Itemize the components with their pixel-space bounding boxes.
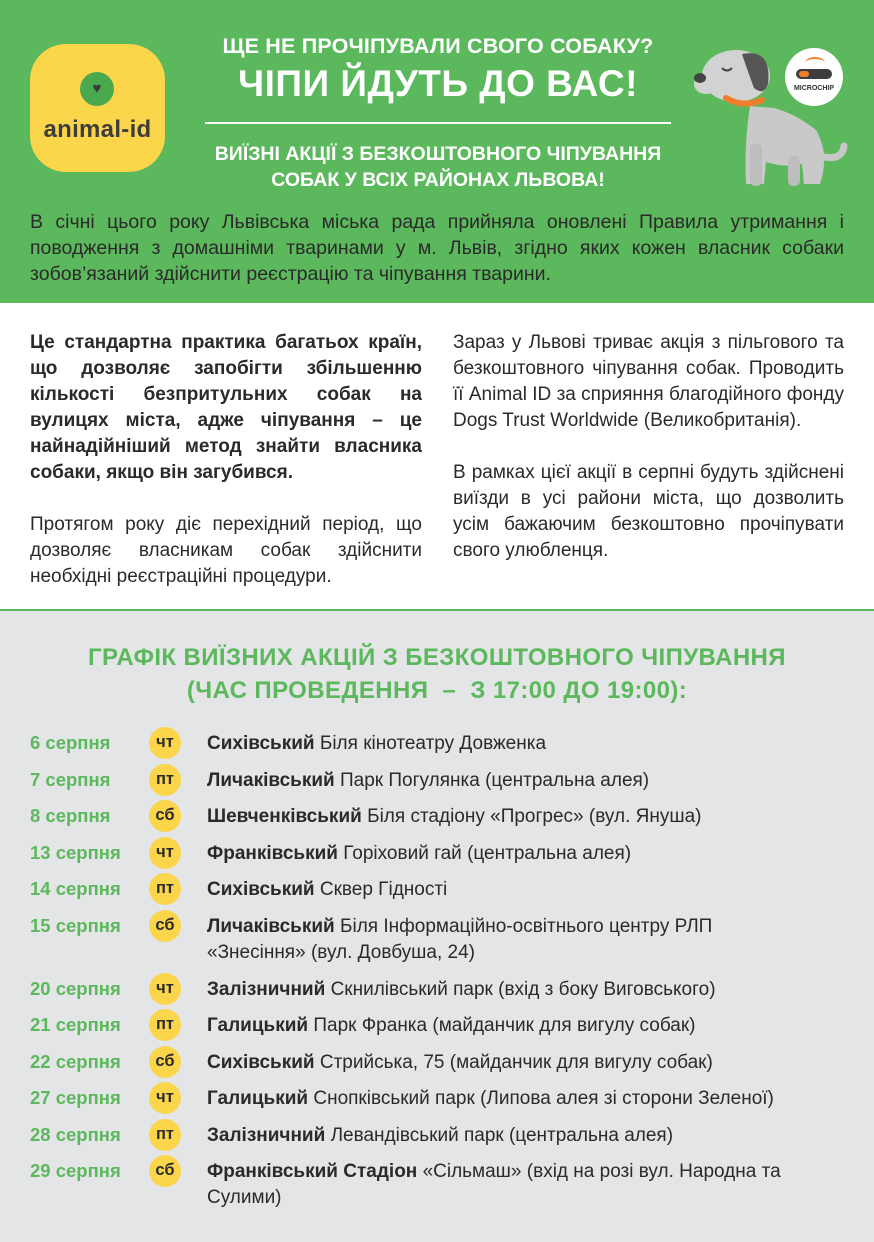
schedule-row [0,1011,874,1048]
right-column [453,330,844,564]
row-date: 21 серпня [30,1014,121,1035]
logo-dot-icon [80,72,114,106]
microchip-badge [785,48,843,106]
schedule-list [0,729,874,1220]
row-date: 28 серпня [30,1123,121,1145]
row-location [207,977,847,1003]
row-location [207,914,727,966]
row-date: 6 серпня [30,732,111,753]
row-location [207,804,847,830]
row-place: Стрийська, 75 (майданчик для вигулу собак) [319,1051,713,1073]
row-place: Біля стадіону «Прогрес» (вул. Януша) [367,806,702,827]
row-district: Залізничний [207,978,326,1000]
schedule-row [0,766,874,803]
row-location [207,1086,847,1112]
intro-paragraph: В січні цього року Львівська міська рада прийняла оновлені Правила утримання і поводження з домашніми тваринами у м. Львів, згідно яких кожен власник собаки зобов’язаний здійснити реєстрацію та чіпування тварини. [30,211,844,285]
schedule-row [0,975,874,1012]
schedule-row [0,729,874,766]
row-date: 8 серпня [30,805,111,826]
row-location [207,731,847,757]
row-place: «Сільмаш» (вхід на розі вул. Народна та Сулими) [207,1161,781,1208]
schedule-row [0,839,874,876]
row-weekday-badge: пт [149,1119,181,1151]
row-district: Сихівський [207,879,315,900]
row-location [207,841,847,867]
subtitle-line-2: СОБАК У ВСІХ РАЙОНАХ ЛЬВОВА! [271,169,605,191]
microchip-label: MICROCHIP [793,85,835,92]
row-date: 15 серпня [30,914,121,936]
row-district: Личаківський [207,769,335,791]
row-place: Скнилівський парк (вхід з боку Виговського) [330,978,716,1000]
schedule-row [0,1084,874,1121]
logo-text: animal-id [43,116,152,143]
row-location [207,877,847,903]
row-district: Галицький [207,1015,309,1036]
schedule-row [0,1048,874,1085]
row-date: 22 серпня [30,1050,121,1072]
left-paragraph-2: Протягом року діє перехідний період, що дозволяє власникам собак здійснити необхідні реєстраційні процедури. [30,514,422,587]
row-weekday-badge: чт [149,837,181,869]
row-location [207,1123,847,1149]
row-weekday-badge: пт [149,1009,181,1041]
row-district: Сихівський [207,1051,315,1073]
row-weekday-badge: чт [149,1082,181,1114]
row-place: Парк Погулянка (центральна алея) [340,769,650,791]
schedule-row [0,912,874,975]
row-weekday-badge: сб [149,800,181,832]
left-paragraph-1: Це стандартна практика багатьох країн, що дозволяє запобігти збільшенню кількості безпритульних собак на вулицях міста, адже чіпування – це найнадійніший метод знайти власника собаки, якщо він загубився. [30,332,422,483]
headline-subtitle [190,141,686,193]
header-banner [0,0,874,303]
row-weekday-badge: пт [149,764,181,796]
subtitle-line-1: ВИЇЗНІ АКЦІЇ З БЕЗКОШТОВНОГО ЧІПУВАННЯ [214,143,662,165]
right-paragraph-2: В рамках цієї акції в серпні будуть здійснені виїзди в усі райони міста, що дозволить усім бажаючим безкоштовно прочіпувати свого улюбленця. [453,462,844,561]
row-place: Парк Франка (майданчик для вигулу собак) [313,1015,696,1036]
row-weekday-badge: пт [149,873,181,905]
divider [205,122,671,124]
row-weekday-badge: чт [149,727,181,759]
row-weekday-badge: чт [149,973,181,1005]
right-paragraph-1: Зараз у Львові триває акція з пільгового та безкоштовного чіпування собак. Проводить її Animal ID за сприяння благодійного фонду Dogs Trust Worldwide (Великобританія). [453,332,844,431]
schedule-title [0,641,874,707]
schedule-title-line-2: (ЧАС ПРОВЕДЕННЯ – З 17:00 ДО 19:00): [186,677,688,704]
heart-icon: ♥ [92,80,102,97]
animal-id-logo [30,44,165,172]
row-location [207,1159,817,1211]
row-date: 20 серпня [30,977,121,999]
row-place: Біля кінотеатру Довженка [319,733,547,754]
row-district: Франківський Стадіон [207,1161,418,1182]
left-column [30,330,422,590]
row-date: 14 серпня [30,878,121,899]
row-district: Личаківський [207,915,335,937]
row-district: Франківський [207,842,338,864]
row-date: 27 серпня [30,1087,121,1108]
microchip-icon [796,69,832,79]
row-date: 13 серпня [30,841,121,863]
row-place: Горіховий гай (центральна алея) [343,842,632,864]
row-place: Снопківський парк (Липова алея зі сторони Зеленої) [313,1088,774,1109]
headline-main: ЧІПИ ЙДУТЬ ДО ВАС! [238,63,638,104]
row-location [207,1050,847,1076]
schedule-row [0,1157,874,1220]
schedule-title-line-1: ГРАФІК ВИЇЗНИХ АКЦІЙ З БЕЗКОШТОВНОГО ЧІПУВАННЯ [88,644,786,671]
row-district: Сихівський [207,733,315,754]
headline-question: ЩЕ НЕ ПРОЧІПУВАЛИ СВОГО СОБАКУ? [222,34,654,58]
row-place: Біля Інформаційно-освітнього центру РЛП «Знесіння» (вул. Довбуша, 24) [207,915,713,963]
schedule-row [0,875,874,912]
row-district: Залізничний [207,1124,326,1146]
schedule-row [0,802,874,839]
schedule-row [0,1121,874,1158]
row-weekday-badge: сб [149,910,181,942]
row-district: Шевченківський [207,806,362,827]
row-place: Сквер Гідності [319,879,448,900]
row-weekday-badge: сб [149,1155,181,1187]
schedule-section [0,609,874,1242]
row-location [207,1013,847,1039]
row-date: 29 серпня [30,1160,121,1181]
row-date: 7 серпня [30,768,111,790]
row-district: Галицький [207,1088,309,1109]
row-weekday-badge: сб [149,1046,181,1078]
row-place: Левандівський парк (центральна алея) [330,1124,674,1146]
row-location [207,768,847,794]
signal-wave-icon [805,57,825,69]
